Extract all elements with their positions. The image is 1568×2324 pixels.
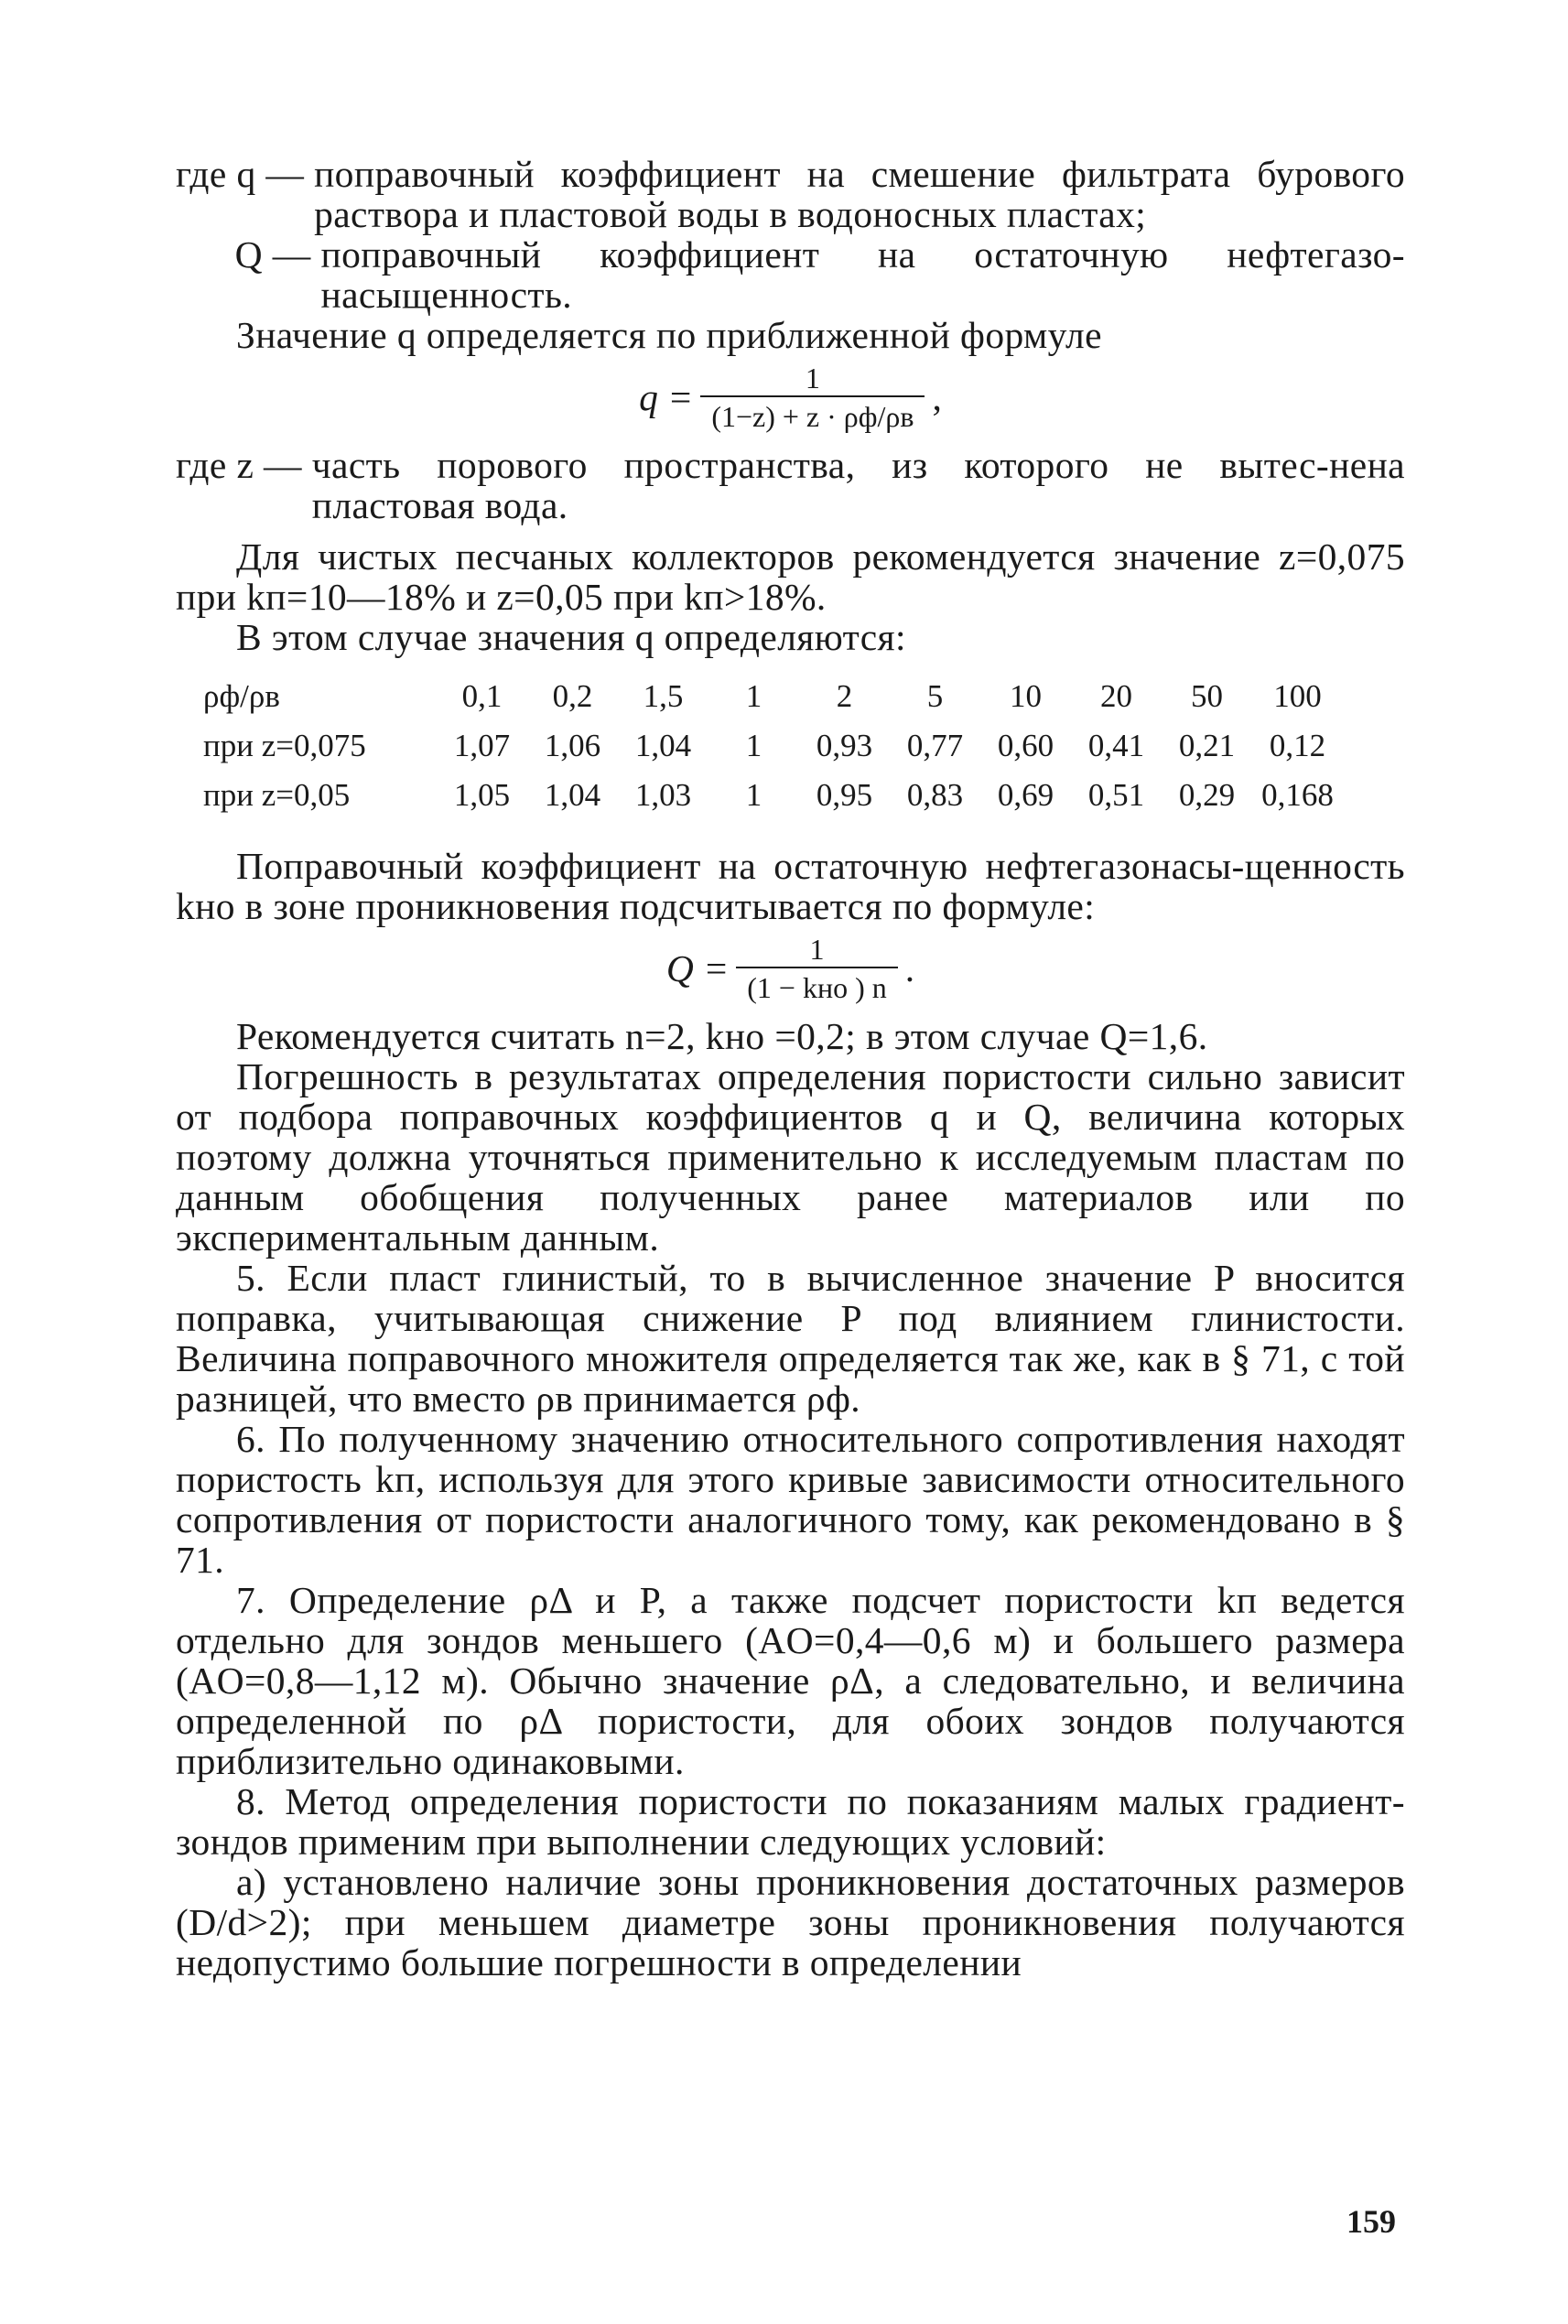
table-cell: 1: [745, 728, 762, 763]
denominator: (1−z) + z · ρф/ρв: [700, 395, 925, 434]
table-cell: 0,51: [1087, 777, 1145, 813]
row-label: при z=0,05: [203, 777, 351, 813]
table-cell: 0,95: [816, 777, 873, 813]
fraction: [700, 361, 925, 434]
table-row: [203, 721, 1343, 771]
formula-lhs: Q =: [665, 947, 730, 989]
paragraph-Q: Поправочный коэффициент на остаточную нефтегазонасы-щенность kно в зоне проникновения подсчитывается по формуле:: [176, 845, 1405, 927]
definitions-block: [176, 154, 1405, 315]
numerator: 1: [805, 362, 820, 395]
table-cell: 1,04: [634, 728, 692, 763]
table-cell: 0,93: [816, 728, 873, 763]
values-table: [203, 672, 1343, 820]
definition-text: часть порового пространства, из которого не вытес-нена пластовая вода.: [311, 444, 1405, 526]
paragraph-recommendation: Рекомендуется считать n=2, kно =0,2; в этом случае Q=1,6.: [236, 1015, 1208, 1057]
definition-q: [176, 154, 1405, 234]
table-cell: 0,21: [1178, 728, 1236, 763]
table-cell: 0,29: [1178, 777, 1236, 813]
paragraph-intro-q: Значение q определяется по приближенной формуле: [236, 314, 1102, 356]
definition-text: поправочный коэффициент на остаточную нефтегазо-насыщенность.: [320, 233, 1405, 316]
definition-term: Q —: [176, 233, 321, 276]
table-cell: 1,5: [643, 678, 684, 714]
table-cell: 1: [745, 777, 762, 813]
table-cell: 0,168: [1261, 777, 1334, 813]
table-cell: 0,41: [1087, 728, 1145, 763]
table-cell: 0,77: [906, 728, 964, 763]
formula-Q: [176, 932, 1405, 1005]
table-cell: 0,60: [997, 728, 1054, 763]
table-cell: 20: [1100, 678, 1132, 714]
table-cell: 1,05: [453, 777, 511, 813]
definition-z: [176, 445, 1405, 525]
table-cell: 0,69: [997, 777, 1054, 813]
table-cell: 0,83: [906, 777, 964, 813]
numerator: 1: [809, 933, 825, 966]
table-row: [203, 771, 1343, 820]
denominator: (1 − kно ) n: [736, 967, 897, 1005]
table-row: [203, 672, 1343, 721]
definition-text: поправочный коэффициент на смешение фильтрата бурового раствора и пластовой воды в водоносных пластах;: [314, 153, 1405, 235]
table-cell: 0,2: [552, 678, 593, 714]
table-cell: 1,04: [544, 777, 601, 813]
table-cell: 10: [1010, 678, 1042, 714]
page-number: 159: [1346, 2203, 1396, 2240]
fraction: [736, 932, 897, 1005]
definition-term: где q —: [176, 153, 315, 195]
table-cell: 1,07: [453, 728, 511, 763]
table-cell: 2: [836, 678, 853, 714]
list-item-7: 7. Определение ρΔ и P, а также подсчет пористости kп ведется отдельно для зондов меньшего (AO=0,4—0,6 м) и большего размера (AO=0,8—1,12 м). Обычно значение ρΔ, а следовательно, и величина определенной по ρΔ пористости, для обоих зондов получаются приблизительно одинаковыми.: [176, 1579, 1405, 1782]
definition-term: где z —: [176, 444, 312, 486]
table-cell: 0,1: [461, 678, 503, 714]
table-cell: 1,06: [544, 728, 601, 763]
row-label: при z=0,075: [203, 728, 366, 763]
list-item-8a: а) установлено наличие зоны проникновения достаточных размеров (D/d>2); при меньшем диаметре зоны проникновения получаются недопустимо большие погрешности в определении: [176, 1861, 1405, 1984]
list-item-6: 6. По полученному значению относительного сопротивления находят пористость kп, используя для этого кривые зависимости относительного сопротивления от пористости аналогичного тому, как рекомендовано в § 71.: [176, 1418, 1405, 1581]
formula-tail: ,: [932, 376, 942, 418]
table-cell: 1: [745, 678, 762, 714]
row-label: ρф/ρв: [203, 678, 280, 714]
table-cell: 0,12: [1269, 728, 1326, 763]
list-item-8: 8. Метод определения пористости по показаниям малых градиент-зондов применим при выполнении следующих условий:: [176, 1780, 1405, 1863]
formula-lhs: q =: [639, 376, 694, 418]
paragraph-sands: Для чистых песчаных коллекторов рекомендуется значение z=0,075 при kп=10—18% и z=0,05 при kп>18%.: [176, 535, 1405, 618]
table-cell: 5: [926, 678, 944, 714]
paragraph-case: В этом случае значения q определяются:: [236, 616, 906, 658]
list-item-5: 5. Если пласт глинистый, то в вычисленное значение P вносится поправка, учитывающая снижение P под влиянием глинистости. Величина поправочного множителя определяется так же, как в § 71, с той разницей, что вместо ρв принимается ρф.: [176, 1257, 1405, 1420]
table-cell: 50: [1191, 678, 1223, 714]
formula-q: [176, 361, 1405, 434]
paragraph-error: Погрешность в результатах определения пористости сильно зависит от подбора поправочных коэффициентов q и Q, величина которых поэтому должна уточняться применительно к исследуемым пластам по данным обобщения полученных ранее материалов или по экспериментальным данным.: [176, 1055, 1405, 1259]
definition-Q: [176, 234, 1405, 315]
formula-tail: .: [904, 947, 915, 989]
table-cell: 1,03: [634, 777, 692, 813]
table-cell: 100: [1273, 678, 1322, 714]
